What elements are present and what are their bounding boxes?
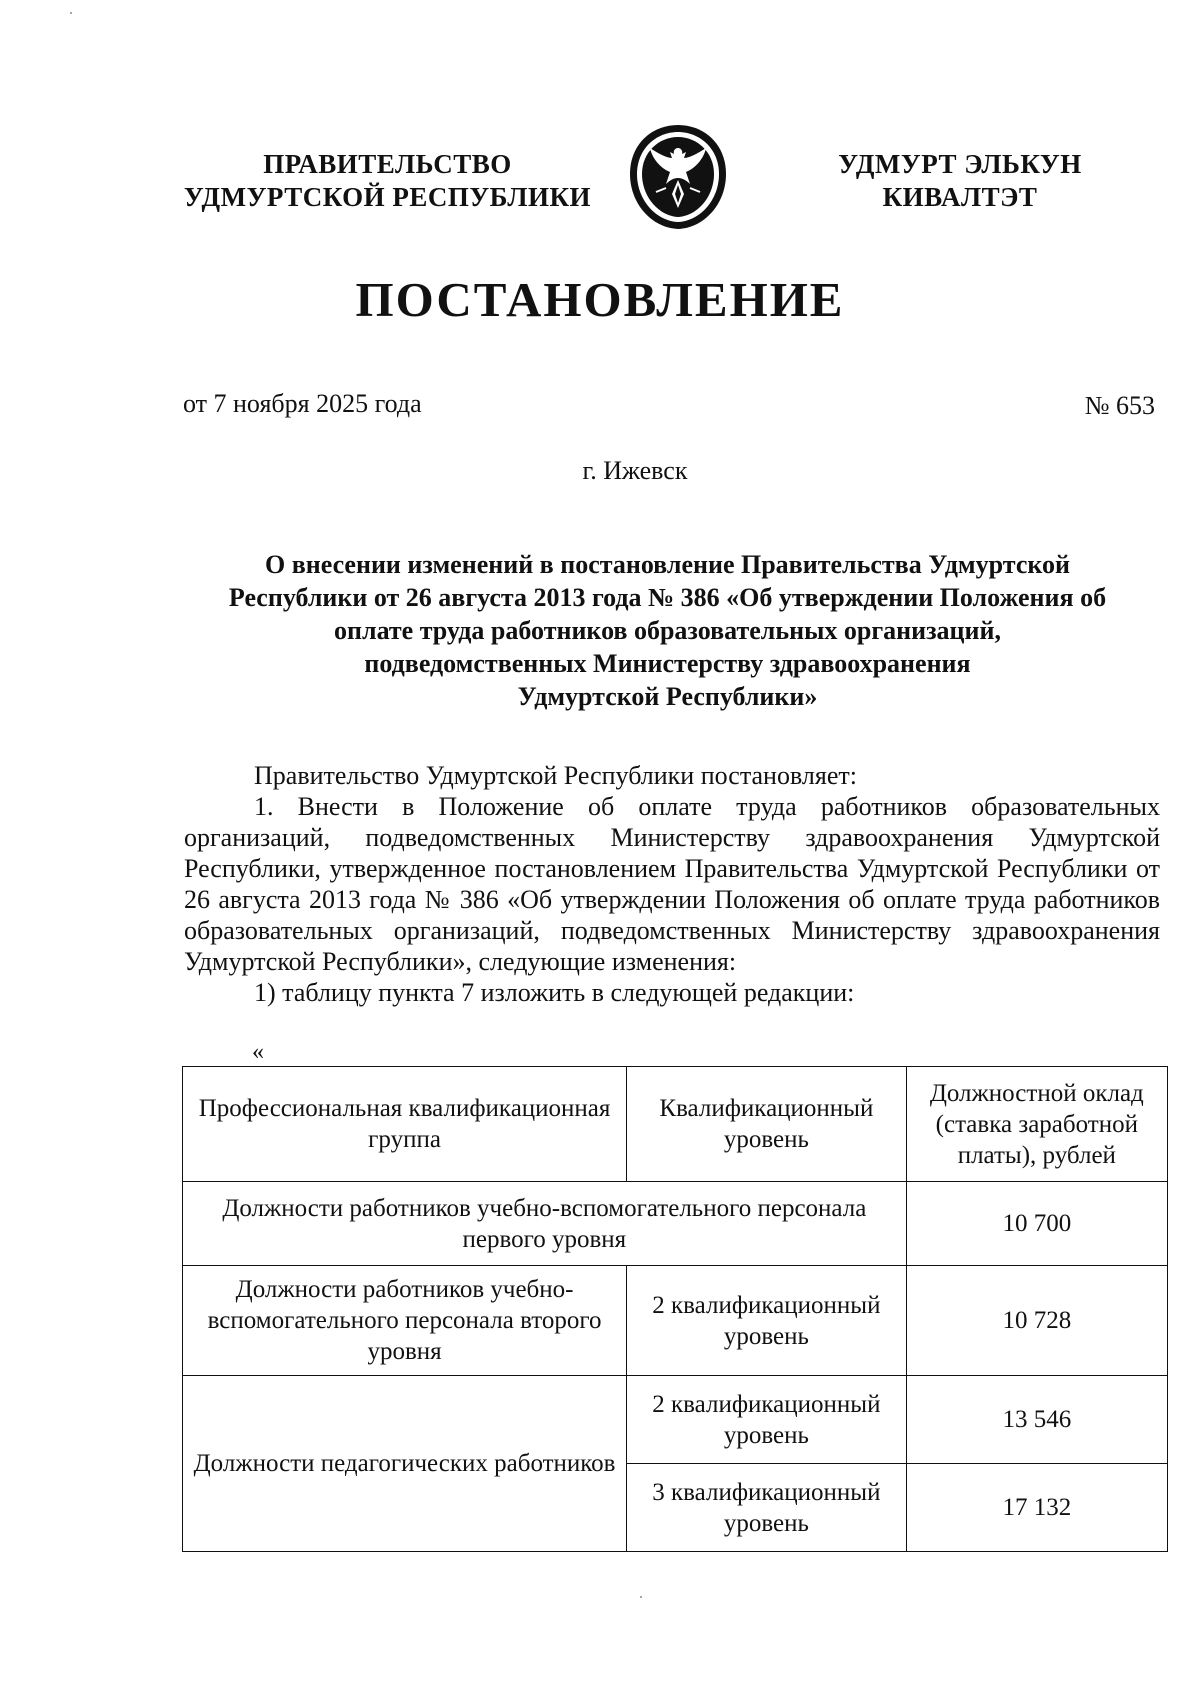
header-group: Профессиональная квалификационная группа [183,1067,627,1182]
cell-level: 3 квалификационный уровень [627,1464,906,1552]
cell-salary: 17 132 [906,1464,1167,1552]
document-type: ПОСТАНОВЛЕНИЕ [355,272,845,327]
item-1: 1) таблицу пункта 7 изложить в следующей редакции: [254,978,855,1007]
document-title [180,548,1155,713]
cell-salary: 10 700 [906,1182,1167,1266]
udmurt-coat-of-arms-icon [626,122,730,232]
document-number: № 653 [1084,391,1155,420]
header-salary: Должностной оклад (ставка заработной платы), рублей [906,1067,1167,1182]
title-line: оплате труда работников образовательных организаций, [334,616,1001,645]
header-left-line1: ПРАВИТЕЛЬСТВО [263,149,512,179]
title-line: подведомственных Министерству здравоохранения [364,649,971,678]
cell-salary: 13 546 [906,1376,1167,1464]
cell-group: Должности педагогических работников [183,1376,627,1552]
table-row [183,1182,1168,1266]
document-date: от 7 ноября 2025 года [183,389,422,418]
scan-speck [640,1596,642,1598]
scan-speck [70,12,72,14]
title-line: О внесении изменений в постановление Правительства Удмуртской [264,550,1071,579]
intro-paragraph: Правительство Удмуртской Республики постановляет: [254,761,857,790]
paragraph-1: 1. Внести в Положение об оплате труда работников образовательных организаций, подведомственных Министерству здравоохранения Удмуртской Республики, утвержденное постановлением Правительства Удмуртской Республики от 26 августа 2013 года № 386 «Об утверждении Положения об оплате труда работников образовательных организаций, подведомственных Министерству здравоохранения Удмуртской Республики», следующие изменения: [184,792,1160,976]
document-city: г. Ижевск [582,456,688,485]
cell-salary: 10 728 [906,1266,1167,1376]
header-level: Квалификационный уровень [627,1067,906,1182]
cell-group: Должности работников учебно-вспомогательного персонала первого уровня [183,1182,907,1266]
open-quote: « [252,1039,264,1065]
header-government-ru [165,148,610,214]
table-header-row [183,1067,1168,1182]
header-right-line2: КИВАЛТЭТ [882,182,1038,212]
table-row [183,1266,1168,1376]
cell-level: 2 квалификационный уровень [627,1266,906,1376]
header-right-line1: УДМУРТ ЭЛЬКУН [838,149,1082,179]
title-line: Республики от 26 августа 2013 года № 386 «Об утверждении Положения об [228,583,1107,612]
cell-group: Должности работников учебно-вспомогательного персонала второго уровня [183,1266,627,1376]
title-line: Удмуртской Республики» [517,682,818,711]
document-body [184,760,1160,1008]
header-left-line2: УДМУРТСКОЙ РЕСПУБЛИКИ [183,182,592,212]
cell-level: 2 квалификационный уровень [627,1376,906,1464]
header-government-udm [810,148,1110,214]
salary-table [182,1066,1168,1552]
table-row [183,1376,1168,1464]
